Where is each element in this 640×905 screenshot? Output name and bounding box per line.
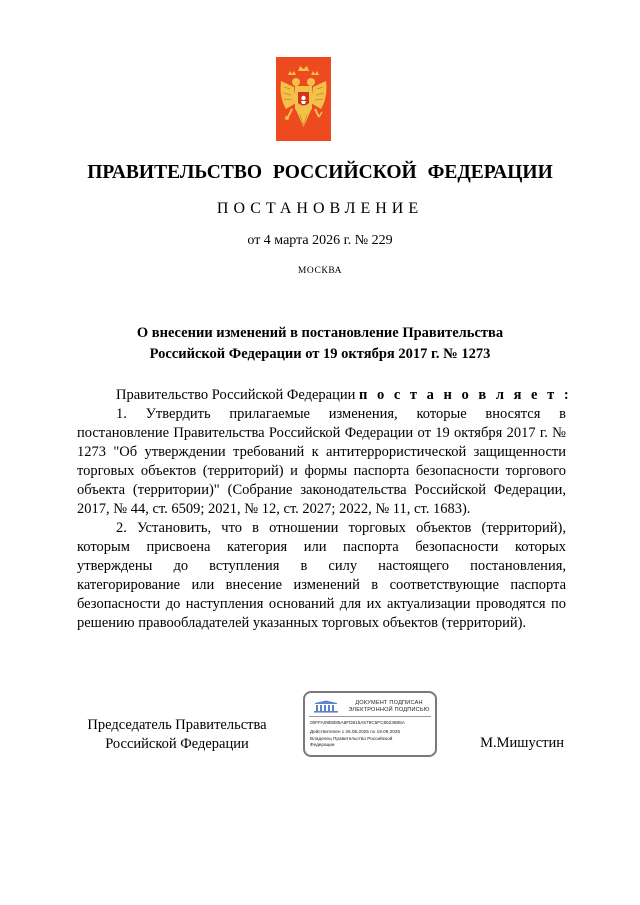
signatory-name: М.Мишустин [480,735,564,751]
paragraph-1: 1. Утвердить прилагаемые изменения, которые вносятся в постановление Правительства Российской Федерации от 19 октября 2017 г. № 1273 "Об утверждении требований к антитеррористической защищенности торговых объектов (территорий) и формы паспорта безопасности торгового объекта (территории)" (Собрание законодательства Российской Федерации, 2017, № 44, ст. 6509; 2021, № 12, ст. 2027; 2022, № 11, ст. 1683). [77,406,566,517]
coat-of-arms-emblem [276,57,331,141]
certificate-validity: Действителен с 26.06.2025 по 19.09.2026 [310,729,401,734]
government-building-icon [311,698,341,714]
date-and-number: от 4 марта 2026 г. № 229 [247,233,393,248]
preamble-text: Правительство Российской Федерации [116,387,359,403]
signatory-position [77,716,277,754]
preamble-verb: п о с т а н о в л я е т : [358,387,572,403]
stamp-title [343,700,435,714]
government-title: ПРАВИТЕЛЬСТВО РОССИЙСКОЙ ФЕДЕРАЦИИ [87,162,553,183]
electronic-signature-stamp [303,691,437,757]
subject-line-1: О внесении изменений в постановление Правительства [136,325,504,341]
city: МОСКВА [297,266,343,276]
stamp-title-line-1: ДОКУМЕНТ ПОДПИСАН [355,700,423,706]
preamble [116,387,572,404]
stamp-divider [309,716,431,717]
subject-line-2: Российской Федерации от 19 октября 2017 г. № 1273 [149,346,491,362]
signatory-position-line-1: Председатель Правительства [87,717,267,733]
document-body [77,405,566,633]
stamp-title-line-2: ЭЛЕКТРОННОЙ ПОДПИСЬЮ [348,707,430,713]
document-type: ПОСТАНОВЛЕНИЕ [216,200,424,217]
certificate-owner-line-2: Федерации [310,742,335,747]
certificate-serial: 00FFA09EB85A8FD815A579C5FC8623885A [310,720,405,725]
certificate-owner-line-1: Владелец Правительство Российской [310,736,393,741]
paragraph-2: 2. Установить, что в отношении торговых объектов (территорий), которым присвоена категория или паспорта безопасности которых утверждены до вступления в силу настоящего постановления, категорирование или внесение изменений в соответствующие паспорта безопасности до наступления оснований для их актуализации проводятся по решению правообладателей указанных торговых объектов (территорий). [77,520,566,631]
document-subject [0,323,640,365]
signatory-position-line-2: Российской Федерации [105,736,249,752]
